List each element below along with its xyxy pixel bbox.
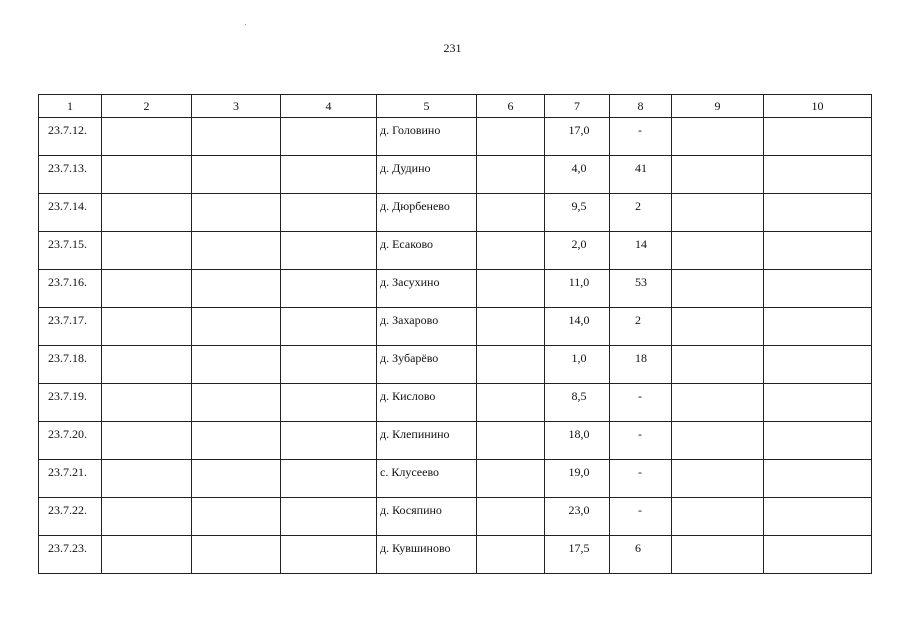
table-cell xyxy=(545,118,610,156)
table-cell xyxy=(764,498,872,536)
table-cell xyxy=(102,308,192,346)
table-cell xyxy=(102,384,192,422)
table-cell xyxy=(192,460,281,498)
table-cell xyxy=(192,194,281,232)
table-cell xyxy=(545,346,610,384)
cell-text: д. Головино xyxy=(380,123,441,137)
column-header: 9 xyxy=(672,95,764,118)
cell-text: - xyxy=(638,503,642,517)
table-cell xyxy=(477,498,545,536)
table-cell xyxy=(102,536,192,574)
table-cell xyxy=(477,118,545,156)
table-cell xyxy=(610,384,672,422)
table-cell xyxy=(281,156,377,194)
table-cell xyxy=(672,346,764,384)
table-cell xyxy=(102,118,192,156)
cell-text: 23.7.21. xyxy=(48,465,87,479)
cell-text: 23.7.15. xyxy=(48,237,87,251)
table-cell xyxy=(377,346,477,384)
table-cell xyxy=(764,194,872,232)
cell-text: - xyxy=(638,123,642,137)
column-header: 10 xyxy=(764,95,872,118)
table-cell xyxy=(102,156,192,194)
table-row xyxy=(39,194,872,232)
cell-text: - xyxy=(638,465,642,479)
table-cell xyxy=(672,270,764,308)
table-cell xyxy=(377,194,477,232)
table-cell xyxy=(672,194,764,232)
table-cell xyxy=(672,460,764,498)
table-cell xyxy=(377,384,477,422)
column-header: 6 xyxy=(477,95,545,118)
column-header: 4 xyxy=(281,95,377,118)
cell-text: 23,0 xyxy=(568,503,590,517)
table-cell xyxy=(281,460,377,498)
table-row xyxy=(39,232,872,270)
cell-text: д. Дюрбенево xyxy=(380,199,450,213)
table-cell xyxy=(610,308,672,346)
table-cell xyxy=(672,232,764,270)
cell-text: 17,5 xyxy=(568,541,590,555)
table-cell xyxy=(610,498,672,536)
table-cell xyxy=(102,232,192,270)
table-row xyxy=(39,384,872,422)
table-cell xyxy=(610,118,672,156)
cell-text: д. Косяпино xyxy=(380,503,442,517)
cell-text: д. Есаково xyxy=(380,237,434,251)
table-cell xyxy=(39,422,102,460)
table-cell xyxy=(377,156,477,194)
cell-text: д. Засухино xyxy=(380,275,440,289)
cell-text: 8,5 xyxy=(571,389,587,403)
table-cell xyxy=(377,498,477,536)
cell-text: 2 xyxy=(635,199,641,213)
table-cell xyxy=(102,460,192,498)
table-cell xyxy=(377,232,477,270)
table-cell xyxy=(39,460,102,498)
table-cell xyxy=(102,346,192,384)
cell-text: 9,5 xyxy=(571,199,587,213)
table-cell xyxy=(477,270,545,308)
cell-text: 2,0 xyxy=(571,237,587,251)
table-cell xyxy=(39,156,102,194)
table-cell xyxy=(281,308,377,346)
table-cell xyxy=(281,498,377,536)
table-cell xyxy=(545,498,610,536)
cell-text: 23.7.16. xyxy=(48,275,87,289)
table-cell xyxy=(192,346,281,384)
cell-text: д. Кувшиново xyxy=(380,541,451,555)
table-cell xyxy=(377,460,477,498)
table-cell xyxy=(39,194,102,232)
table-cell xyxy=(102,194,192,232)
cell-text: 4,0 xyxy=(571,161,587,175)
table-cell xyxy=(281,270,377,308)
cell-text: 23.7.18. xyxy=(48,351,87,365)
table-cell xyxy=(545,232,610,270)
table-body xyxy=(39,118,872,574)
table-cell xyxy=(102,498,192,536)
table-cell xyxy=(377,422,477,460)
cell-text: д. Кислово xyxy=(380,389,436,403)
table-cell xyxy=(281,118,377,156)
cell-text: 23.7.17. xyxy=(48,313,87,327)
table-cell xyxy=(477,422,545,460)
table-cell xyxy=(192,384,281,422)
table-cell xyxy=(281,194,377,232)
page-number: 231 xyxy=(443,41,462,55)
table-cell xyxy=(545,460,610,498)
cell-text: 23.7.13. xyxy=(48,161,87,175)
data-table xyxy=(38,94,872,574)
table-cell xyxy=(39,346,102,384)
header-row xyxy=(39,95,872,118)
table-cell xyxy=(672,536,764,574)
table-cell xyxy=(672,118,764,156)
table-cell xyxy=(477,346,545,384)
table-cell xyxy=(102,270,192,308)
cell-text: 23.7.19. xyxy=(48,389,87,403)
table-cell xyxy=(545,308,610,346)
table-cell xyxy=(610,536,672,574)
table-cell xyxy=(477,308,545,346)
table-cell xyxy=(610,270,672,308)
cell-text: 41 xyxy=(635,161,647,175)
table-cell xyxy=(39,384,102,422)
cell-text: 6 xyxy=(635,541,641,555)
cell-text: д. Захарово xyxy=(380,313,439,327)
cell-text: 1,0 xyxy=(571,351,587,365)
table-row xyxy=(39,536,872,574)
cell-text: 23.7.20. xyxy=(48,427,87,441)
table-cell xyxy=(764,384,872,422)
table-cell xyxy=(477,536,545,574)
table-cell xyxy=(281,346,377,384)
cell-text: д. Зубарёво xyxy=(380,351,439,365)
table-row xyxy=(39,346,872,384)
cell-text: 23.7.22. xyxy=(48,503,87,517)
table-cell xyxy=(281,536,377,574)
table-cell xyxy=(192,232,281,270)
table-cell xyxy=(281,232,377,270)
column-header: 7 xyxy=(545,95,610,118)
table-cell xyxy=(610,460,672,498)
cell-text: д. Клепинино xyxy=(380,427,450,441)
table-cell xyxy=(672,156,764,194)
cell-text: 17,0 xyxy=(568,123,590,137)
table-cell xyxy=(281,422,377,460)
cell-text: 23.7.12. xyxy=(48,123,87,137)
cell-text: - xyxy=(638,427,642,441)
cell-text: 14,0 xyxy=(568,313,590,327)
cell-text: 14 xyxy=(635,237,647,251)
table-cell xyxy=(39,536,102,574)
table-cell xyxy=(281,384,377,422)
table-cell xyxy=(672,308,764,346)
table-cell xyxy=(192,422,281,460)
table-cell xyxy=(764,536,872,574)
cell-text: 19,0 xyxy=(568,465,590,479)
table-cell xyxy=(672,384,764,422)
table-row xyxy=(39,498,872,536)
table-cell xyxy=(192,118,281,156)
table-cell xyxy=(764,156,872,194)
cell-text: 18 xyxy=(635,351,647,365)
table-cell xyxy=(39,270,102,308)
table-cell xyxy=(545,422,610,460)
table-cell xyxy=(377,270,477,308)
table-cell xyxy=(39,308,102,346)
column-header: 1 xyxy=(39,95,102,118)
table-cell xyxy=(477,460,545,498)
table-cell xyxy=(610,232,672,270)
table-cell xyxy=(477,232,545,270)
table-cell xyxy=(377,308,477,346)
table-cell xyxy=(192,156,281,194)
table-cell xyxy=(545,536,610,574)
table-row xyxy=(39,308,872,346)
cell-text: 11,0 xyxy=(568,275,590,289)
table-cell xyxy=(764,232,872,270)
table-cell xyxy=(764,118,872,156)
table-cell xyxy=(545,384,610,422)
table-cell xyxy=(377,536,477,574)
cell-text: 23.7.23. xyxy=(48,541,87,555)
table-cell xyxy=(477,384,545,422)
table-row xyxy=(39,270,872,308)
table-cell xyxy=(477,156,545,194)
cell-text: 18,0 xyxy=(568,427,590,441)
cell-text: 53 xyxy=(635,275,647,289)
column-header: 3 xyxy=(192,95,281,118)
table-cell xyxy=(764,346,872,384)
table-cell xyxy=(545,270,610,308)
table-cell xyxy=(672,422,764,460)
cell-text: д. Дудино xyxy=(380,161,431,175)
table-cell xyxy=(192,498,281,536)
scan-speck xyxy=(245,24,246,25)
column-header: 5 xyxy=(377,95,477,118)
cell-text: с. Клусеево xyxy=(380,465,440,479)
table-cell xyxy=(764,422,872,460)
table-row xyxy=(39,156,872,194)
table-cell xyxy=(377,118,477,156)
cell-text: - xyxy=(638,389,642,403)
table-cell xyxy=(764,460,872,498)
column-header: 2 xyxy=(102,95,192,118)
table-cell xyxy=(610,422,672,460)
cell-text: 2 xyxy=(635,313,641,327)
table-cell xyxy=(610,194,672,232)
table-cell xyxy=(39,232,102,270)
table-cell xyxy=(477,194,545,232)
table-cell xyxy=(764,270,872,308)
table-cell xyxy=(192,308,281,346)
table-cell xyxy=(192,270,281,308)
cell-text: 23.7.14. xyxy=(48,199,87,213)
table-row xyxy=(39,422,872,460)
table-cell xyxy=(102,422,192,460)
table-cell xyxy=(192,536,281,574)
column-header: 8 xyxy=(610,95,672,118)
table-cell xyxy=(39,498,102,536)
table-cell xyxy=(764,308,872,346)
table-cell xyxy=(610,156,672,194)
table-cell xyxy=(39,118,102,156)
table-row xyxy=(39,118,872,156)
table-cell xyxy=(545,156,610,194)
table-row xyxy=(39,460,872,498)
table-cell xyxy=(545,194,610,232)
table-cell xyxy=(610,346,672,384)
table-cell xyxy=(672,498,764,536)
